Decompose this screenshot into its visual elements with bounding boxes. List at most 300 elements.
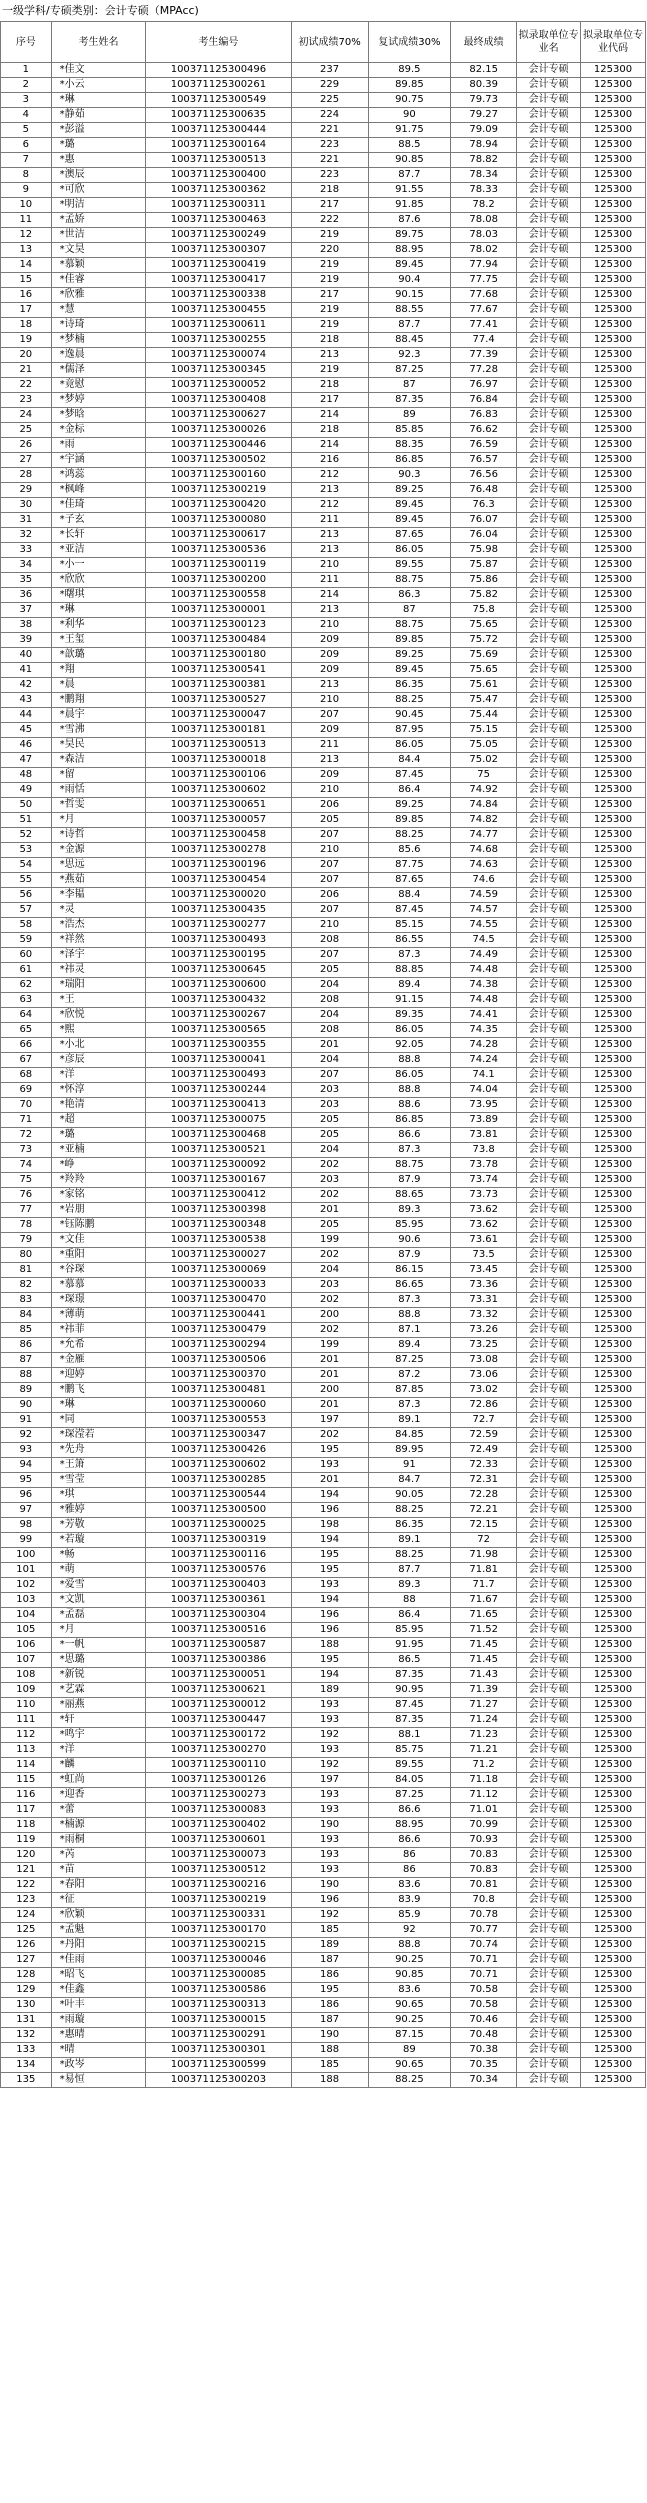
name-cell: *长轩 <box>51 528 146 543</box>
name-cell: *洋 <box>51 1068 146 1083</box>
retest-score-cell: 86.6 <box>368 1833 451 1848</box>
name-cell: *雨 <box>51 438 146 453</box>
major-name-cell: 会计专硕 <box>517 1308 581 1323</box>
initial-score-cell: 207 <box>291 1068 368 1083</box>
major-name-cell: 会计专硕 <box>517 1173 581 1188</box>
final-score-cell: 74.24 <box>451 1053 517 1068</box>
initial-score-cell: 204 <box>291 1053 368 1068</box>
rank-cell: 56 <box>1 888 52 903</box>
rank-cell: 53 <box>1 843 52 858</box>
major-name-cell: 会计专硕 <box>517 1953 581 1968</box>
name-cell: *钰陈鹏 <box>51 1218 146 1233</box>
retest-score-cell: 87.35 <box>368 393 451 408</box>
rank-cell: 95 <box>1 1473 52 1488</box>
candidate-id-cell: 100371125300400 <box>146 168 291 183</box>
initial-score-cell: 185 <box>291 2058 368 2073</box>
major-code-cell: 125300 <box>581 1683 646 1698</box>
initial-score-cell: 205 <box>291 1113 368 1128</box>
major-code-cell: 125300 <box>581 678 646 693</box>
rank-cell: 17 <box>1 303 52 318</box>
name-cell: *雪沸 <box>51 723 146 738</box>
table-row <box>1 1398 646 1413</box>
rank-cell: 14 <box>1 258 52 273</box>
major-name-cell: 会计专硕 <box>517 363 581 378</box>
major-code-cell: 125300 <box>581 963 646 978</box>
name-cell: *哲雯 <box>51 798 146 813</box>
retest-score-cell: 87.35 <box>368 1713 451 1728</box>
table-row <box>1 288 646 303</box>
retest-score-cell: 87.9 <box>368 1173 451 1188</box>
major-name-cell: 会计专硕 <box>517 1518 581 1533</box>
retest-score-cell: 89.75 <box>368 228 451 243</box>
retest-score-cell: 88.75 <box>368 618 451 633</box>
candidate-id-cell: 100371125300538 <box>146 1233 291 1248</box>
initial-score-cell: 200 <box>291 1308 368 1323</box>
name-cell: *新锐 <box>51 1668 146 1683</box>
candidate-id-cell: 100371125300060 <box>146 1398 291 1413</box>
name-cell: *枫峰 <box>51 483 146 498</box>
final-score-cell: 77.68 <box>451 288 517 303</box>
major-code-cell: 125300 <box>581 1443 646 1458</box>
rank-cell: 91 <box>1 1413 52 1428</box>
initial-score-cell: 220 <box>291 243 368 258</box>
major-code-cell: 125300 <box>581 1758 646 1773</box>
table-row <box>1 1113 646 1128</box>
initial-score-cell: 198 <box>291 1518 368 1533</box>
table-row <box>1 2043 646 2058</box>
retest-score-cell: 92.05 <box>368 1038 451 1053</box>
retest-score-cell: 89.45 <box>368 513 451 528</box>
major-code-cell: 125300 <box>581 1278 646 1293</box>
initial-score-cell: 210 <box>291 618 368 633</box>
rank-cell: 37 <box>1 603 52 618</box>
name-cell: *瑞阳 <box>51 978 146 993</box>
candidate-id-cell: 100371125300627 <box>146 408 291 423</box>
name-cell: *爱雪 <box>51 1578 146 1593</box>
retest-score-cell: 89.25 <box>368 798 451 813</box>
candidate-id-cell: 100371125300544 <box>146 1488 291 1503</box>
initial-score-cell: 219 <box>291 303 368 318</box>
rank-cell: 35 <box>1 573 52 588</box>
initial-score-cell: 195 <box>291 1443 368 1458</box>
initial-score-cell: 194 <box>291 1533 368 1548</box>
rank-cell: 123 <box>1 1893 52 1908</box>
major-name-cell: 会计专硕 <box>517 1143 581 1158</box>
name-cell: *艳清 <box>51 1098 146 1113</box>
initial-score-cell: 206 <box>291 798 368 813</box>
major-name-cell: 会计专硕 <box>517 963 581 978</box>
initial-score-cell: 193 <box>291 1803 368 1818</box>
rank-cell: 85 <box>1 1323 52 1338</box>
name-cell: *浩杰 <box>51 918 146 933</box>
major-code-cell: 125300 <box>581 78 646 93</box>
initial-score-cell: 196 <box>291 1608 368 1623</box>
major-name-cell: 会计专硕 <box>517 933 581 948</box>
candidate-id-cell: 100371125300502 <box>146 453 291 468</box>
table-row <box>1 1803 646 1818</box>
major-code-cell: 125300 <box>581 1608 646 1623</box>
retest-score-cell: 88.45 <box>368 333 451 348</box>
retest-score-cell: 91 <box>368 1458 451 1473</box>
name-cell: *孟磊 <box>51 1608 146 1623</box>
name-cell: *丹阳 <box>51 1938 146 1953</box>
final-score-cell: 74.63 <box>451 858 517 873</box>
table-row <box>1 1713 646 1728</box>
name-cell: *鸿蕊 <box>51 468 146 483</box>
rank-cell: 77 <box>1 1203 52 1218</box>
candidate-id-cell: 100371125300219 <box>146 1893 291 1908</box>
table-row <box>1 798 646 813</box>
major-name-cell: 会计专硕 <box>517 2043 581 2058</box>
table-row <box>1 1443 646 1458</box>
retest-score-cell: 89.45 <box>368 663 451 678</box>
major-name-cell: 会计专硕 <box>517 888 581 903</box>
retest-score-cell: 86.6 <box>368 1803 451 1818</box>
candidate-id-cell: 100371125300244 <box>146 1083 291 1098</box>
final-score-cell: 72.33 <box>451 1458 517 1473</box>
table-row <box>1 1278 646 1293</box>
major-name-cell: 会计专硕 <box>517 768 581 783</box>
major-name-cell: 会计专硕 <box>517 2013 581 2028</box>
table-row <box>1 1008 646 1023</box>
table-row <box>1 1458 646 1473</box>
final-score-cell: 74.68 <box>451 843 517 858</box>
table-row <box>1 768 646 783</box>
candidate-id-cell: 100371125300085 <box>146 1968 291 1983</box>
retest-score-cell: 89.5 <box>368 63 451 78</box>
table-row <box>1 858 646 873</box>
candidate-id-cell: 100371125300307 <box>146 243 291 258</box>
final-score-cell: 74.48 <box>451 963 517 978</box>
name-cell: *晨宇 <box>51 708 146 723</box>
table-row <box>1 333 646 348</box>
name-cell: *世洁 <box>51 228 146 243</box>
candidate-id-cell: 100371125300361 <box>146 1593 291 1608</box>
rank-cell: 24 <box>1 408 52 423</box>
final-score-cell: 75.65 <box>451 618 517 633</box>
candidate-id-cell: 100371125300301 <box>146 2043 291 2058</box>
candidate-id-cell: 100371125300417 <box>146 273 291 288</box>
initial-score-cell: 212 <box>291 498 368 513</box>
table-row <box>1 1533 646 1548</box>
table-row <box>1 1308 646 1323</box>
name-cell: *祎灵 <box>51 963 146 978</box>
candidate-id-cell: 100371125300012 <box>146 1698 291 1713</box>
name-cell: *薄萌 <box>51 1308 146 1323</box>
initial-score-cell: 204 <box>291 978 368 993</box>
major-name-cell: 会计专硕 <box>517 378 581 393</box>
retest-score-cell: 87.1 <box>368 1323 451 1338</box>
table-row <box>1 138 646 153</box>
rank-cell: 75 <box>1 1173 52 1188</box>
candidate-id-cell: 100371125300479 <box>146 1323 291 1338</box>
candidate-id-cell: 100371125300001 <box>146 603 291 618</box>
major-code-cell: 125300 <box>581 1788 646 1803</box>
name-cell: *萌 <box>51 1563 146 1578</box>
major-code-cell: 125300 <box>581 183 646 198</box>
retest-score-cell: 88.95 <box>368 1818 451 1833</box>
name-cell: *金源 <box>51 843 146 858</box>
table-row <box>1 1623 646 1638</box>
final-score-cell: 74.57 <box>451 903 517 918</box>
major-name-cell: 会计专硕 <box>517 1968 581 1983</box>
header-cell: 最终成绩 <box>451 22 517 63</box>
major-name-cell: 会计专硕 <box>517 348 581 363</box>
final-score-cell: 74.5 <box>451 933 517 948</box>
major-code-cell: 125300 <box>581 933 646 948</box>
major-name-cell: 会计专硕 <box>517 1038 581 1053</box>
table-row <box>1 1818 646 1833</box>
major-code-cell: 125300 <box>581 858 646 873</box>
major-code-cell: 125300 <box>581 1368 646 1383</box>
major-name-cell: 会计专硕 <box>517 1683 581 1698</box>
table-row <box>1 543 646 558</box>
name-cell: *琳 <box>51 93 146 108</box>
table-row <box>1 1758 646 1773</box>
table-row <box>1 1683 646 1698</box>
candidate-id-cell: 100371125300195 <box>146 948 291 963</box>
table-row <box>1 483 646 498</box>
name-cell: *欣悦 <box>51 1008 146 1023</box>
candidate-id-cell: 100371125300291 <box>146 2028 291 2043</box>
major-name-cell: 会计专硕 <box>517 633 581 648</box>
retest-score-cell: 90.75 <box>368 93 451 108</box>
table-row <box>1 1518 646 1533</box>
major-code-cell: 125300 <box>581 123 646 138</box>
major-name-cell: 会计专硕 <box>517 1458 581 1473</box>
retest-score-cell: 90 <box>368 108 451 123</box>
initial-score-cell: 187 <box>291 1953 368 1968</box>
final-score-cell: 73.62 <box>451 1203 517 1218</box>
table-row <box>1 1983 646 1998</box>
retest-score-cell: 90.85 <box>368 1968 451 1983</box>
retest-score-cell: 86.05 <box>368 543 451 558</box>
final-score-cell: 74.41 <box>451 1008 517 1023</box>
final-score-cell: 73.62 <box>451 1218 517 1233</box>
candidate-id-cell: 100371125300493 <box>146 933 291 948</box>
table-row <box>1 603 646 618</box>
table-row <box>1 348 646 363</box>
final-score-cell: 73.32 <box>451 1308 517 1323</box>
final-score-cell: 73.25 <box>451 1338 517 1353</box>
major-name-cell: 会计专硕 <box>517 1098 581 1113</box>
table-row <box>1 918 646 933</box>
retest-score-cell: 89.85 <box>368 813 451 828</box>
retest-score-cell: 83.6 <box>368 1878 451 1893</box>
retest-score-cell: 89 <box>368 2043 451 2058</box>
major-code-cell: 125300 <box>581 1023 646 1038</box>
final-score-cell: 79.27 <box>451 108 517 123</box>
final-score-cell: 71.27 <box>451 1698 517 1713</box>
name-cell: *月 <box>51 813 146 828</box>
final-score-cell: 80.39 <box>451 78 517 93</box>
major-name-cell: 会计专硕 <box>517 813 581 828</box>
final-score-cell: 70.83 <box>451 1863 517 1878</box>
retest-score-cell: 87.3 <box>368 1398 451 1413</box>
rank-cell: 105 <box>1 1623 52 1638</box>
major-code-cell: 125300 <box>581 723 646 738</box>
name-cell: *澳辰 <box>51 168 146 183</box>
candidate-id-cell: 100371125300470 <box>146 1293 291 1308</box>
retest-score-cell: 85.85 <box>368 423 451 438</box>
candidate-id-cell: 100371125300500 <box>146 1503 291 1518</box>
candidate-id-cell: 100371125300420 <box>146 498 291 513</box>
table-row <box>1 1668 646 1683</box>
table-row <box>1 1968 646 1983</box>
table-row <box>1 438 646 453</box>
final-score-cell: 75.44 <box>451 708 517 723</box>
name-cell: *彭溢 <box>51 123 146 138</box>
name-cell: *一帆 <box>51 1638 146 1653</box>
table-row <box>1 1878 646 1893</box>
retest-score-cell: 85.95 <box>368 1623 451 1638</box>
candidate-id-cell: 100371125300651 <box>146 798 291 813</box>
name-cell: *雨璇 <box>51 2013 146 2028</box>
candidate-id-cell: 100371125300621 <box>146 1683 291 1698</box>
name-cell: *虹尚 <box>51 1773 146 1788</box>
major-code-cell: 125300 <box>581 1188 646 1203</box>
major-name-cell: 会计专硕 <box>517 1803 581 1818</box>
major-code-cell: 125300 <box>581 1338 646 1353</box>
name-cell: *彦辰 <box>51 1053 146 1068</box>
name-cell: *岩朋 <box>51 1203 146 1218</box>
major-name-cell: 会计专硕 <box>517 1443 581 1458</box>
final-score-cell: 71.98 <box>451 1548 517 1563</box>
table-row <box>1 1863 646 1878</box>
table-row <box>1 873 646 888</box>
candidate-id-cell: 100371125300601 <box>146 1833 291 1848</box>
retest-score-cell: 90.95 <box>368 1683 451 1698</box>
initial-score-cell: 185 <box>291 1923 368 1938</box>
rank-cell: 76 <box>1 1188 52 1203</box>
rank-cell: 6 <box>1 138 52 153</box>
major-code-cell: 125300 <box>581 1743 646 1758</box>
major-code-cell: 125300 <box>581 813 646 828</box>
initial-score-cell: 194 <box>291 1668 368 1683</box>
final-score-cell: 72.31 <box>451 1473 517 1488</box>
initial-score-cell: 195 <box>291 1983 368 1998</box>
name-cell: *小云 <box>51 78 146 93</box>
final-score-cell: 72.15 <box>451 1518 517 1533</box>
table-row <box>1 468 646 483</box>
initial-score-cell: 201 <box>291 1038 368 1053</box>
initial-score-cell: 206 <box>291 888 368 903</box>
rank-cell: 31 <box>1 513 52 528</box>
candidate-id-cell: 100371125300447 <box>146 1713 291 1728</box>
retest-score-cell: 83.9 <box>368 1893 451 1908</box>
table-row <box>1 228 646 243</box>
major-name-cell: 会计专硕 <box>517 1893 581 1908</box>
major-name-cell: 会计专硕 <box>517 243 581 258</box>
major-name-cell: 会计专硕 <box>517 1323 581 1338</box>
rank-cell: 64 <box>1 1008 52 1023</box>
name-cell: *金雁 <box>51 1353 146 1368</box>
final-score-cell: 70.38 <box>451 2043 517 2058</box>
name-cell: *丽燕 <box>51 1698 146 1713</box>
rank-cell: 108 <box>1 1668 52 1683</box>
final-score-cell: 71.65 <box>451 1608 517 1623</box>
major-code-cell: 125300 <box>581 1548 646 1563</box>
rank-cell: 16 <box>1 288 52 303</box>
name-cell: *轩 <box>51 1713 146 1728</box>
final-score-cell: 76.84 <box>451 393 517 408</box>
candidate-id-cell: 100371125300446 <box>146 438 291 453</box>
major-name-cell: 会计专硕 <box>517 798 581 813</box>
initial-score-cell: 201 <box>291 1473 368 1488</box>
retest-score-cell: 88.4 <box>368 888 451 903</box>
major-code-cell: 125300 <box>581 1818 646 1833</box>
rank-cell: 78 <box>1 1218 52 1233</box>
retest-score-cell: 87.45 <box>368 768 451 783</box>
retest-score-cell: 90.65 <box>368 1998 451 2013</box>
candidate-id-cell: 100371125300444 <box>146 123 291 138</box>
table-row <box>1 1338 646 1353</box>
table-row <box>1 453 646 468</box>
final-score-cell: 73.45 <box>451 1263 517 1278</box>
retest-score-cell: 89.1 <box>368 1413 451 1428</box>
initial-score-cell: 219 <box>291 273 368 288</box>
table-row <box>1 2013 646 2028</box>
final-score-cell: 70.58 <box>451 1983 517 1998</box>
major-code-cell: 125300 <box>581 1983 646 1998</box>
retest-score-cell: 87.7 <box>368 318 451 333</box>
retest-score-cell: 85.6 <box>368 843 451 858</box>
table-row <box>1 1488 646 1503</box>
rank-cell: 15 <box>1 273 52 288</box>
candidate-id-cell: 100371125300493 <box>146 1068 291 1083</box>
header-cell: 初试成绩70% <box>291 22 368 63</box>
table-row <box>1 1773 646 1788</box>
rank-cell: 46 <box>1 738 52 753</box>
candidate-id-cell: 100371125300172 <box>146 1728 291 1743</box>
name-cell: *易恒 <box>51 2073 146 2088</box>
major-name-cell: 会计专硕 <box>517 723 581 738</box>
rank-cell: 71 <box>1 1113 52 1128</box>
final-score-cell: 72 <box>451 1533 517 1548</box>
rank-cell: 11 <box>1 213 52 228</box>
rank-cell: 25 <box>1 423 52 438</box>
candidate-id-cell: 100371125300419 <box>146 258 291 273</box>
major-name-cell: 会计专硕 <box>517 843 581 858</box>
initial-score-cell: 218 <box>291 183 368 198</box>
retest-score-cell: 88.65 <box>368 1188 451 1203</box>
name-cell: *璐 <box>51 138 146 153</box>
major-name-cell: 会计专硕 <box>517 1818 581 1833</box>
rank-cell: 124 <box>1 1908 52 1923</box>
initial-score-cell: 203 <box>291 1098 368 1113</box>
major-code-cell: 125300 <box>581 618 646 633</box>
table-row <box>1 1143 646 1158</box>
table-row <box>1 318 646 333</box>
major-name-cell: 会计专硕 <box>517 1863 581 1878</box>
major-name-cell: 会计专硕 <box>517 993 581 1008</box>
initial-score-cell: 219 <box>291 228 368 243</box>
final-score-cell: 71.52 <box>451 1623 517 1638</box>
retest-score-cell: 87.3 <box>368 1293 451 1308</box>
rank-cell: 122 <box>1 1878 52 1893</box>
major-code-cell: 125300 <box>581 2058 646 2073</box>
major-code-cell: 125300 <box>581 1098 646 1113</box>
candidate-id-cell: 100371125300348 <box>146 1218 291 1233</box>
retest-score-cell: 90.45 <box>368 708 451 723</box>
final-score-cell: 71.7 <box>451 1578 517 1593</box>
final-score-cell: 70.78 <box>451 1908 517 1923</box>
name-cell: *璐 <box>51 1128 146 1143</box>
table-row <box>1 213 646 228</box>
candidate-id-cell: 100371125300553 <box>146 1413 291 1428</box>
initial-score-cell: 210 <box>291 783 368 798</box>
major-code-cell: 125300 <box>581 1668 646 1683</box>
